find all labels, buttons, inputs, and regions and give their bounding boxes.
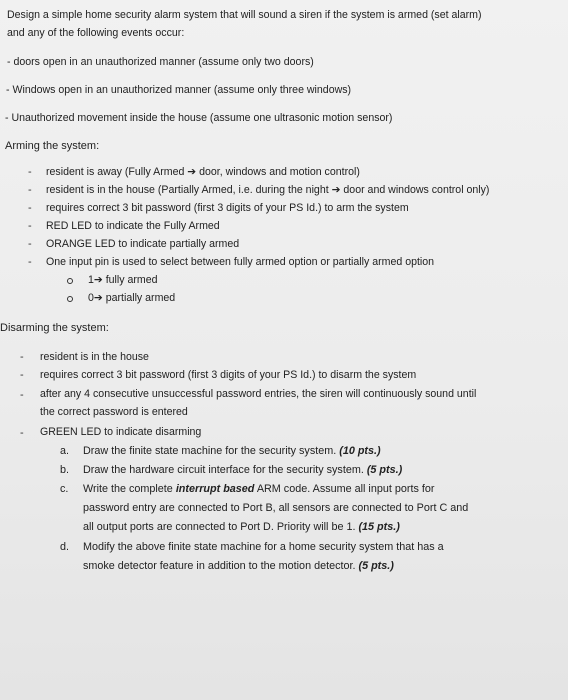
- disarming-item-home: resident is in the house: [40, 351, 149, 363]
- task-b-points: (5 pts.): [366, 464, 403, 476]
- task-c-line-3-text: all output ports are connected to Port D. Priority will be 1.: [83, 521, 356, 533]
- task-c-post: ARM code. Assume all input ports for: [256, 483, 435, 495]
- task-c-line-2: password entry are connected to Port B, all sensors are connected to Port C and: [83, 502, 469, 514]
- arming-item-away: resident is away (Fully Armed ➔ door, windows and motion control): [46, 166, 360, 178]
- task-letter: d.: [60, 541, 70, 553]
- task-letter: c.: [60, 483, 69, 495]
- task-c: [60, 482, 565, 496]
- task-a-points: (10 pts.): [339, 445, 381, 457]
- bullet-marker: -: [28, 238, 32, 250]
- task-letter: b.: [60, 464, 70, 476]
- task-b: [60, 463, 560, 477]
- bullet-marker: -: [20, 369, 24, 381]
- arming-item-red-led: RED LED to indicate the Fully Armed: [46, 220, 220, 232]
- task-a-text: Draw the finite state machine for the security system.: [83, 445, 337, 457]
- task-d: [60, 540, 560, 554]
- task-d-line-2-text: smoke detector feature in addition to the motion detector.: [83, 560, 356, 572]
- task-d-line-1: Modify the above finite state machine for a home security system that has a: [83, 541, 444, 553]
- arming-item-password: requires correct 3 bit password (first 3 digits of your PS Id.) to arm the system: [46, 202, 409, 214]
- task-d-points: (5 pts.): [358, 560, 394, 572]
- bullet-marker: -: [28, 256, 32, 268]
- arming-option-fully: 1➔ fully armed: [88, 274, 158, 286]
- task-c-emphasis: interrupt based: [175, 483, 255, 495]
- arming-item-input-pin: One input pin is used to select between fully armed option or partially armed option: [46, 256, 435, 268]
- bullet-marker: -: [28, 220, 32, 232]
- disarming-heading: Disarming the system:: [0, 322, 109, 334]
- task-a: [60, 444, 560, 458]
- circle-bullet-icon: [67, 296, 73, 302]
- disarming-item-siren-cont: the correct password is entered: [40, 406, 188, 418]
- disarming-item-password: requires correct 3 bit password (first 3 digits of your PS Id.) to disarm the system: [40, 369, 417, 381]
- task-c-pre: Write the complete: [83, 483, 173, 495]
- arming-option-partial: 0➔ partially armed: [88, 292, 176, 304]
- task-letter: a.: [60, 445, 70, 457]
- task-b-text: Draw the hardware circuit interface for the security system.: [83, 464, 364, 476]
- bullet-marker: -: [20, 427, 24, 439]
- bullet-marker: -: [20, 351, 24, 363]
- bullet-marker: -: [20, 389, 24, 401]
- event-doors: - doors open in an unauthorized manner (assume only two doors): [7, 56, 314, 68]
- event-windows: - Windows open in an unauthorized manner (assume only three windows): [6, 84, 352, 96]
- arming-heading: Arming the system:: [5, 140, 100, 152]
- arming-item-orange-led: ORANGE LED to indicate partially armed: [46, 238, 240, 250]
- intro-line-2: and any of the following events occur:: [7, 27, 185, 39]
- intro-line-1: Design a simple home security alarm system that will sound a siren if the system is armed (set alarm): [7, 9, 482, 21]
- event-motion: - Unauthorized movement inside the house (assume one ultrasonic motion sensor): [5, 112, 393, 124]
- disarming-item-green-led: GREEN LED to indicate disarming: [40, 426, 202, 438]
- bullet-marker: -: [28, 166, 32, 178]
- disarming-item-siren: after any 4 consecutive unsuccessful password entries, the siren will continuously sound until: [40, 388, 477, 400]
- task-c-points: (15 pts.): [358, 521, 400, 533]
- task-d-line-2: [83, 559, 394, 573]
- bullet-marker: -: [28, 202, 32, 214]
- task-c-line-3: [83, 520, 400, 534]
- bullet-marker: -: [28, 184, 32, 196]
- circle-bullet-icon: [67, 278, 73, 284]
- arming-item-home: resident is in the house (Partially Armed, i.e. during the night ➔ door and windows control only): [46, 184, 490, 196]
